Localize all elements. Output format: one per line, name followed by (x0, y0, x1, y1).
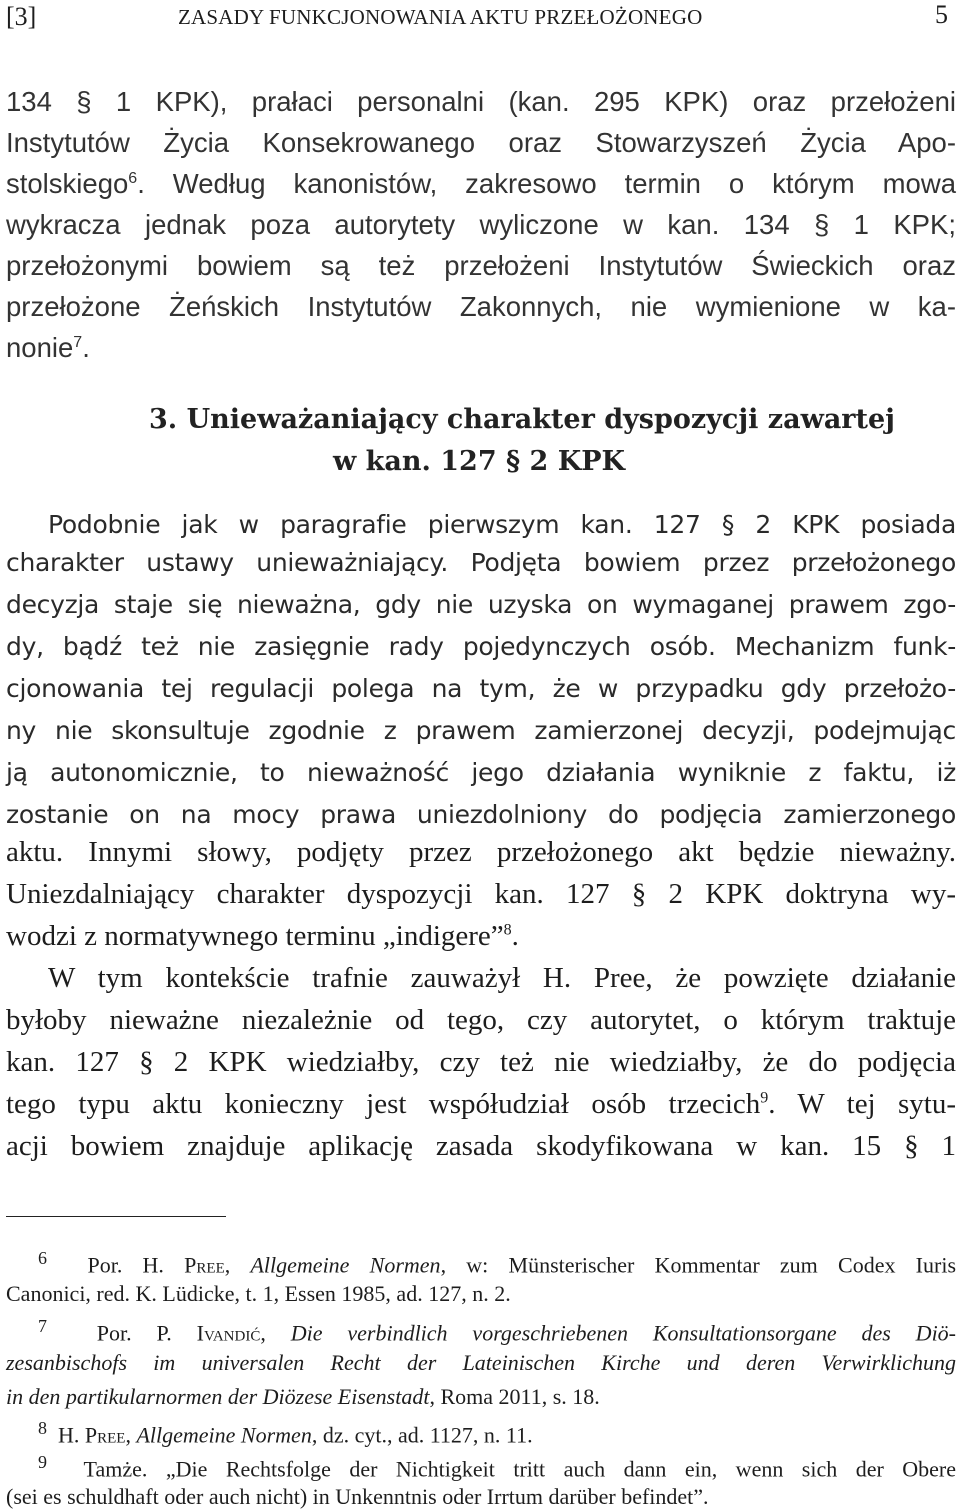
footnote-7-cont: in den partikularnormen der Diözese Eisenstadt, Roma 2011, s. 18. (6, 1384, 600, 1409)
footnote-number: 9 (38, 1452, 47, 1472)
footnote-number: 6 (38, 1248, 47, 1268)
body-line: dy, bądź też nie zasięgnie rady pojedynczych osób. Mechanizm funk- (6, 632, 956, 661)
body-line: przełożonymi bowiem są też przełożeni Instytutów Świeckich oraz (6, 250, 956, 281)
body-line: wykracza jednak poza autorytety wyliczone w kan. 134 § 1 KPK; (6, 209, 956, 240)
footnote-separator (6, 1216, 226, 1217)
body-line: Instytutów Życia Konsekrowanego oraz Stowarzyszeń Życia Apo- (6, 127, 956, 158)
body-line: zostanie on na mocy prawa uniezdolniony do podjęcia zamierzonego (6, 800, 956, 829)
body-line: wodzi z normatywnego terminu „indigere”$^8$. (6, 920, 519, 952)
section-heading-cont: w kan. 127 § 2 KPK (333, 446, 625, 477)
body-line: charakter ustawy unieważniający. Podjęta bowiem przez przełożonego (6, 548, 956, 577)
footnote-number: 8 (38, 1418, 47, 1438)
footnote-7-cont: zesanbischofs im universalen Recht der Lateinischen Kirche und deren Verwirklichung (6, 1350, 956, 1375)
body-line: acji bowiem znajduje aplikację zasada skodyfikowana w kan. 15 § 1 (6, 1130, 956, 1162)
body-line: stolskiego$^6$. Według kanonistów, zakresowo termin o którym mowa (6, 168, 956, 199)
footnote-ref[interactable]: 7 (73, 333, 83, 351)
running-title: ZASADY FUNKCJONOWANIA AKTU PRZEŁOŻONEGO (178, 5, 703, 29)
body-line: nonie$^7$. (6, 332, 90, 363)
body-line: tego typu aktu konieczny jest współudział osób trzecich$^9$. W tej sytu- (6, 1088, 957, 1120)
footnote-number: 7 (38, 1316, 47, 1336)
body-line: aktu. Innymi słowy, podjęty przez przełożonego akt będzie nieważny. (6, 836, 956, 868)
body-line: przełożone Żeńskich Instytutów Zakonnych, nie wymienione w ka- (6, 291, 956, 322)
footnote-6: $^6$ Por. H. Pree, Allgemeine Normen, w: Münsterischer Kommentar zum Codex Iuris (38, 1248, 957, 1278)
body-line: W tym kontekście trafnie zauważył H. Pree, że powzięte działanie (48, 962, 956, 994)
page-number: 5 (935, 0, 948, 29)
body-line: kan. 127 § 2 KPK wiedziałby, czy też nie wiedziałby, że do podjęcia (6, 1046, 956, 1078)
body-line: byłoby nieważne niezależnie od tego, czy autorytet, o którym traktuje (6, 1004, 956, 1036)
body-line: decyzja staje się nieważna, gdy nie uzyska on wymaganej prawem zgo- (6, 590, 956, 619)
body-line: Uniezdalniający charakter dyspozycji kan. 127 § 2 KPK doktryna wy- (6, 878, 956, 910)
footnote-ref[interactable]: 8 (503, 921, 512, 939)
footnote-9: $^9$ Tamże. „Die Rechtsfolge der Nichtigkeit tritt auch dann ein, wenn sich der Obere (38, 1452, 957, 1482)
footnote-6-cont: Canonici, red. K. Lüdicke, t. 1, Essen 1985, ad. 127, n. 2. (6, 1281, 511, 1306)
body-line: ny nie skonsultuje zgodnie z prawem zamierzonej decyzji, podejmując (6, 716, 956, 745)
body-line: cjonowania tej regulacji polega na tym, że w przypadku gdy przełożo- (6, 674, 956, 703)
footnote-ref[interactable]: 6 (128, 169, 138, 187)
chapter-marker: [3] (6, 2, 37, 31)
body-line: ją autonomicznie, to nieważność jego działania wyniknie z faktu, iż (6, 758, 956, 787)
footnote-ref[interactable]: 9 (760, 1089, 769, 1107)
footnote-8: $^8$ H. Pree, Allgemeine Normen, dz. cyt., ad. 1127, n. 11. (38, 1418, 533, 1448)
running-header (0, 0, 960, 36)
footnote-7: $^7$ Por. P. Ivandić, Die verbindlich vorgeschriebenen Konsultationsorgane des Diö- (38, 1316, 957, 1346)
footnote-9-cont: (sei es schuldhaft oder auch nicht) in Unkenntnis oder Irrtum darüber befindet”. (6, 1484, 709, 1509)
body-line: Podobnie jak w paragrafie pierwszym kan. 127 § 2 KPK posiada (48, 510, 956, 539)
section-heading: 3. Unieważaniający charakter dyspozycji zawartej (149, 404, 895, 435)
body-line: 134 § 1 KPK), prałaci personalni (kan. 295 KPK) oraz przełożeni (6, 86, 956, 117)
